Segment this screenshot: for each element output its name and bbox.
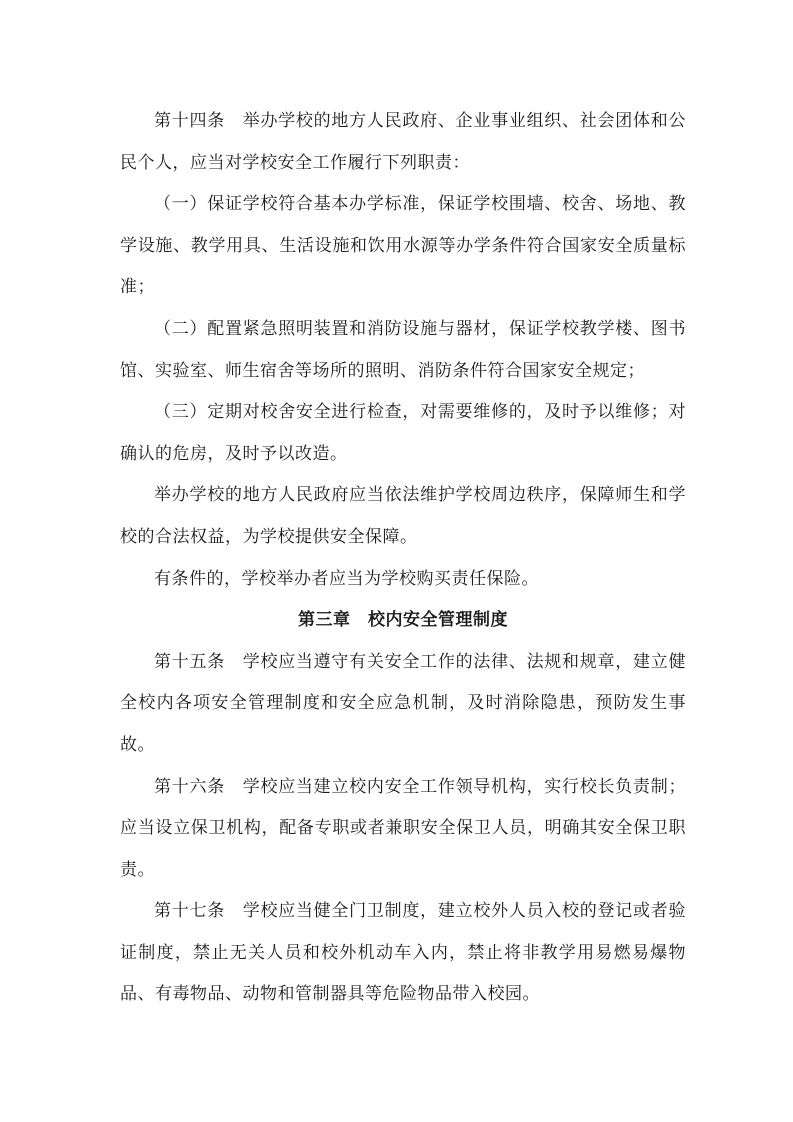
article-14-paragraph-3: 有条件的，学校举办者应当为学校购买责任保险。 bbox=[154, 568, 539, 589]
article-14-item-1: （一）保证学校符合基本办学标准，保证学校围墙、校舍、场地、教学设施、教学用具、生活设施和饮用水源等办学条件符合国家安全质量标准； bbox=[120, 194, 686, 298]
chapter-3-heading: 第三章 校内安全管理制度 bbox=[298, 610, 508, 631]
article-16: 第十六条 学校应当建立校内安全工作领导机构，实行校长负责制；应当设立保卫机构，配备专职或者兼职安全保卫人员，明确其安全保卫职责。 bbox=[120, 776, 686, 880]
article-14-intro: 第十四条 举办学校的地方人民政府、企业事业组织、社会团体和公民个人，应当对学校安全工作履行下列职责： bbox=[120, 111, 686, 173]
article-14-item-3: （三）定期对校舍安全进行检查，对需要维修的，及时予以维修；对确认的危房，及时予以改造。 bbox=[120, 402, 686, 464]
article-14-item-2: （二）配置紧急照明装置和消防设施与器材，保证学校教学楼、图书馆、实验室、师生宿舍等场所的照明、消防条件符合国家安全规定； bbox=[120, 318, 686, 381]
article-14-paragraph-2: 举办学校的地方人民政府应当依法维护学校周边秩序，保障师生和学校的合法权益，为学校提供安全保障。 bbox=[120, 485, 686, 547]
article-17: 第十七条 学校应当健全门卫制度，建立校外人员入校的登记或者验证制度，禁止无关人员和校外机动车入内，禁止将非教学用易燃易爆物品、有毒物品、动物和管制器具等危险物品带入校园。 bbox=[120, 901, 686, 1005]
article-15: 第十五条 学校应当遵守有关安全工作的法律、法规和规章，建立健全校内各项安全管理制度和安全应急机制，及时消除隐患，预防发生事故。 bbox=[120, 651, 686, 755]
document-body bbox=[120, 101, 686, 1016]
